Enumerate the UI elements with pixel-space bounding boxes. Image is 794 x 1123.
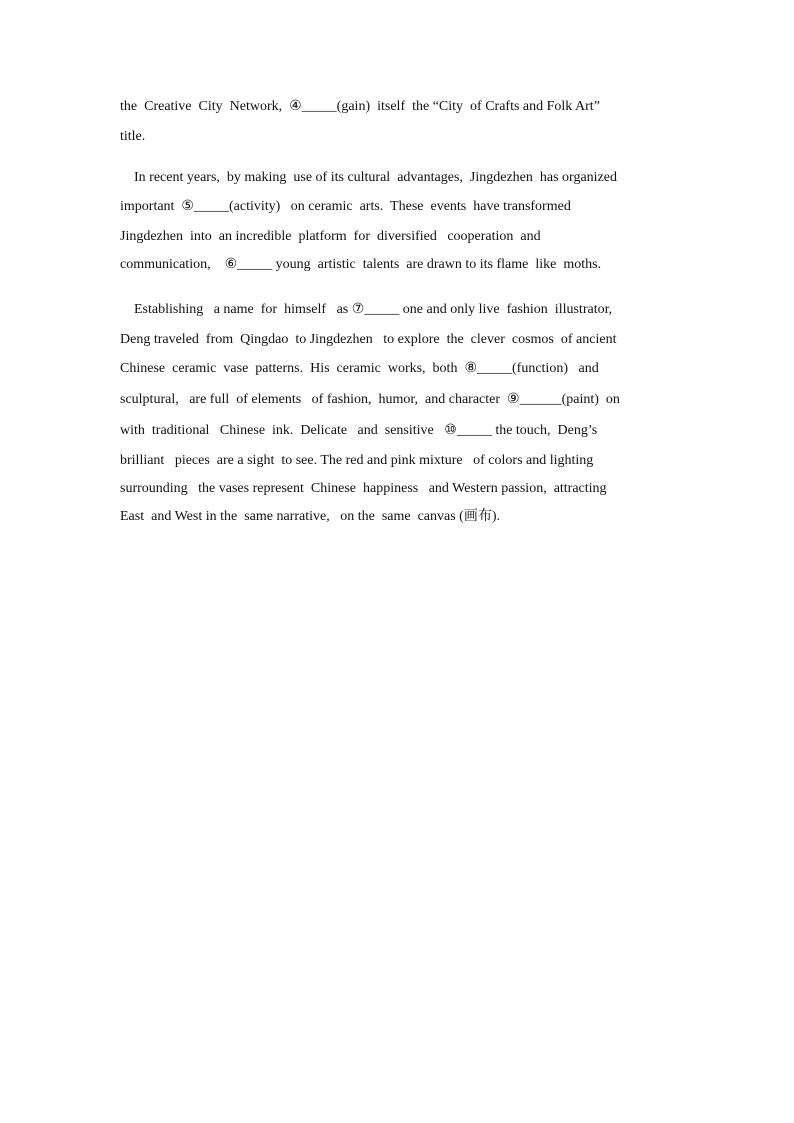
paragraph-3-line-1: Establishing a name for himself as ⑦_____ one and only live fashion illustrator, — [120, 302, 613, 317]
paragraph-1-line-1: the Creative City Network, ④_____(gain) itself the “City of Crafts and Folk Art” — [120, 99, 600, 114]
paragraph-3-line-8: East and West in the same narrative, on the same canvas (画布). — [120, 509, 500, 524]
paragraph-3-line-7: surrounding the vases represent Chinese happiness and Western passion, attracting — [120, 481, 607, 496]
paragraph-3-line-5: with traditional Chinese ink. Delicate and sensitive ⑩_____ the touch, Deng’s — [120, 423, 598, 438]
paragraph-2-line-3: Jingdezhen into an incredible platform for diversified cooperation and — [120, 229, 541, 244]
paragraph-1-line-2: title. — [120, 129, 146, 144]
paragraph-2-line-4: communication, ⑥_____ young artistic talents are drawn to its flame like moths. — [120, 257, 602, 272]
paragraph-3-line-4: sculptural, are full of elements of fashion, humor, and character ⑨______(paint) on — [120, 392, 620, 407]
paragraph-2-line-2: important ⑤_____(activity) on ceramic arts. These events have transformed — [120, 199, 571, 214]
paragraph-2-line-1: In recent years, by making use of its cultural advantages, Jingdezhen has organized — [120, 170, 617, 185]
paragraph-3-line-3: Chinese ceramic vase patterns. His ceramic works, both ⑧_____(function) and — [120, 361, 599, 376]
paragraph-3-line-2: Deng traveled from Qingdao to Jingdezhen to explore the clever cosmos of ancient — [120, 332, 617, 347]
paragraph-3-line-6: brilliant pieces are a sight to see. The red and pink mixture of colors and lighting — [120, 453, 594, 468]
